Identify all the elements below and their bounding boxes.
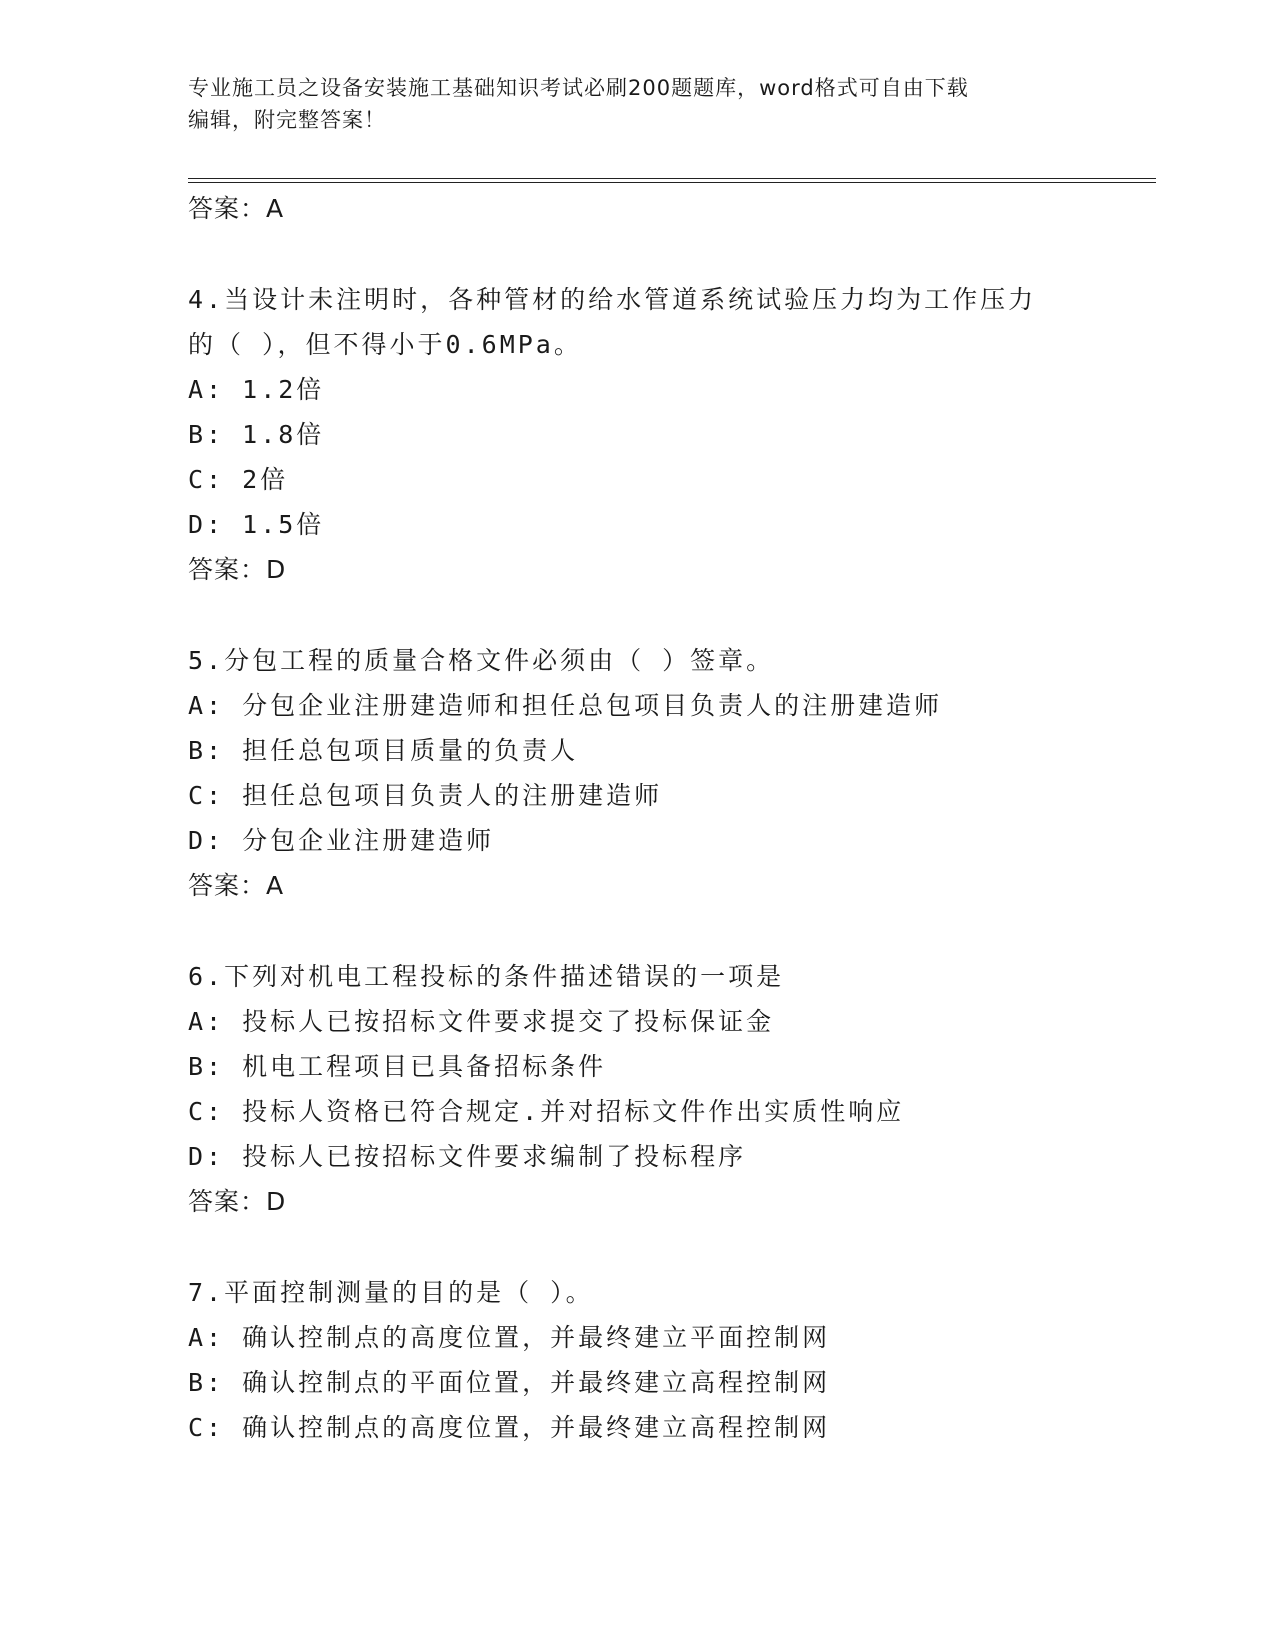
spacer (188, 592, 1156, 638)
option-b: B: 1.8倍 (188, 420, 325, 449)
option-b: B: 机电工程项目已具备招标条件 (188, 1052, 607, 1081)
option-a: A: 投标人已按招标文件要求提交了投标保证金 (188, 1007, 775, 1036)
question-stem: 5.分包工程的质量合格文件必须由（ ）签章。 (188, 646, 775, 675)
question-stem: 7.平面控制测量的目的是（ ）。 (188, 1278, 594, 1307)
question-block-7 (188, 1270, 1156, 1450)
answer-label: 答案：A (188, 871, 285, 900)
question-stem: 4.当设计未注明时，各种管材的给水管道系统试验压力均为工作压力 (188, 285, 1037, 314)
option-c: C: 担任总包项目负责人的注册建造师 (188, 781, 663, 810)
question-list (188, 186, 1156, 1450)
question-stem-continued: 的（ ），但不得小于0.6MPa。 (188, 330, 582, 359)
option-c: C: 投标人资格已符合规定.并对招标文件作出实质性响应 (188, 1097, 905, 1126)
question-block-5 (188, 638, 1156, 908)
option-d: D: 分包企业注册建造师 (188, 826, 495, 855)
question-block-6 (188, 954, 1156, 1224)
option-a: A: 确认控制点的高度位置，并最终建立平面控制网 (188, 1323, 831, 1352)
option-a: A: 1.2倍 (188, 375, 325, 404)
page-header (188, 72, 1068, 136)
spacer (188, 908, 1156, 954)
option-b: B: 担任总包项目质量的负责人 (188, 736, 579, 765)
option-d: D: 投标人已按招标文件要求编制了投标程序 (188, 1142, 747, 1171)
option-c: C: 2倍 (188, 465, 289, 494)
header-title-line-1: 专业施工员之设备安装施工基础知识考试必刷200题题库，word格式可自由下载 (188, 76, 969, 100)
answer-label: 答案：D (188, 555, 287, 584)
question-block-4 (188, 277, 1156, 592)
answer-label: 答案：D (188, 1187, 287, 1216)
option-b: B: 确认控制点的平面位置，并最终建立高程控制网 (188, 1368, 831, 1397)
option-a: A: 分包企业注册建造师和担任总包项目负责人的注册建造师 (188, 691, 943, 720)
spacer (188, 231, 1156, 277)
previous-answer: 答案：A (188, 194, 285, 223)
header-divider-top (188, 178, 1156, 179)
header-divider-bottom (188, 182, 1156, 183)
spacer (188, 1224, 1156, 1270)
question-stem: 6.下列对机电工程投标的条件描述错误的一项是 (188, 962, 785, 991)
header-title-line-2: 编辑，附完整答案！ (188, 108, 386, 132)
option-d: D: 1.5倍 (188, 510, 325, 539)
option-c: C: 确认控制点的高度位置，并最终建立高程控制网 (188, 1413, 831, 1442)
